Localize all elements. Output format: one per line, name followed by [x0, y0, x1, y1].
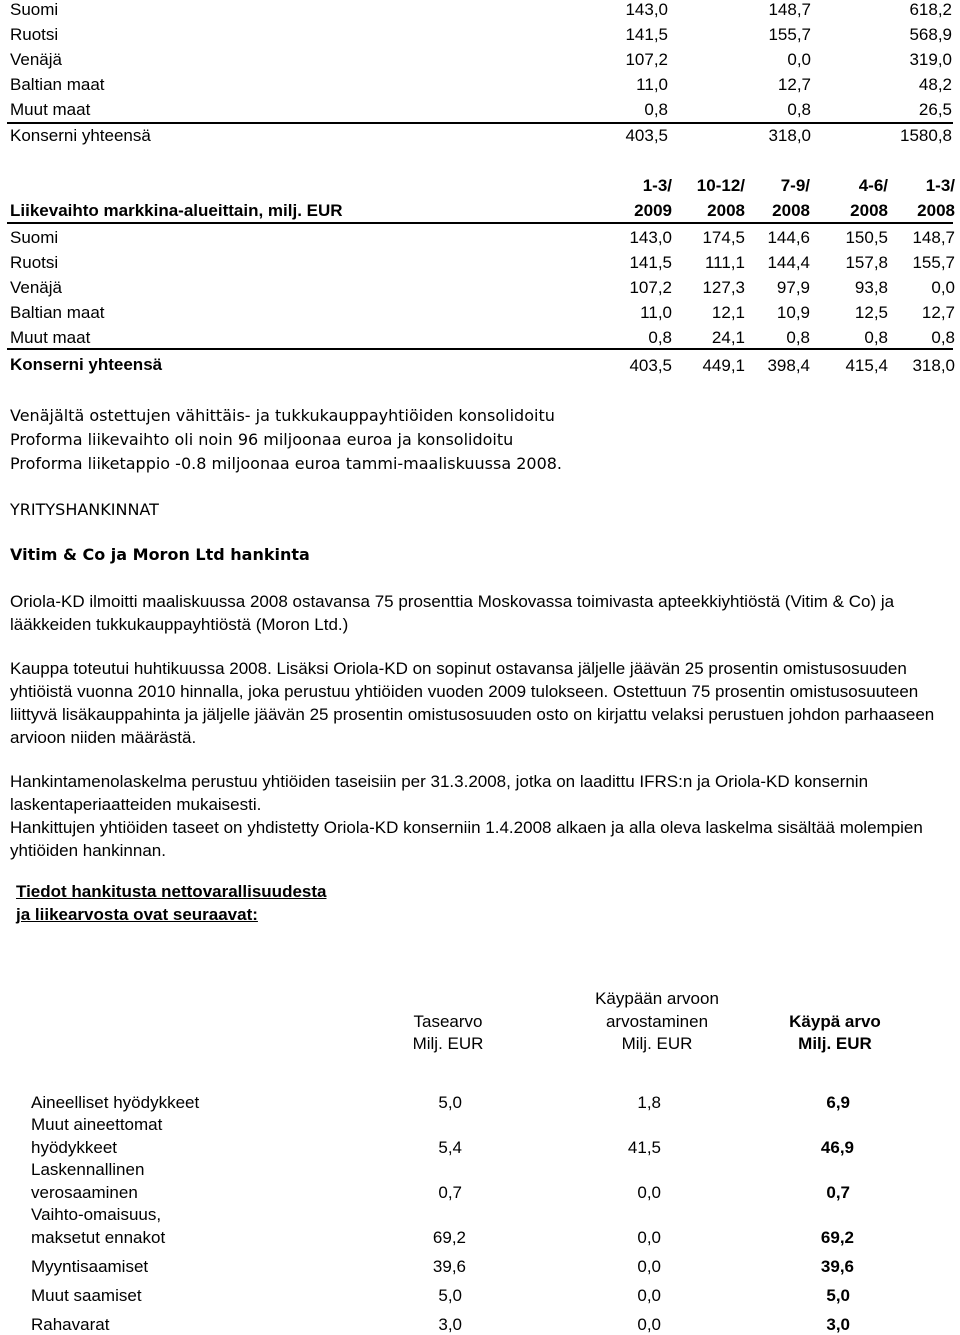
t2-total-cell: 415,4 — [845, 356, 888, 375]
section-heading: YRITYSHANKINNAT — [10, 500, 159, 519]
t2-cell: 0,8 — [931, 328, 955, 347]
t2-header-top: 7-9/ — [780, 176, 810, 195]
t1-cell: 0,8 — [787, 100, 811, 119]
t2-total-label: Konserni yhteensä — [10, 355, 163, 374]
t1-cell: 319,0 — [909, 50, 952, 69]
t2-cell: 93,8 — [854, 278, 888, 297]
acq-cell: 3,0 — [826, 1315, 850, 1334]
acq-cell: 5,0 — [438, 1286, 462, 1305]
t1-row-label: Ruotsi — [10, 25, 59, 44]
t2-header-top: 1-3/ — [642, 176, 672, 195]
acq-col2-header: arvostaminen — [605, 1012, 709, 1031]
acq-cell: 39,6 — [820, 1257, 854, 1276]
acq-title-line2: ja liikearvosta ovat seuraavat: — [16, 905, 258, 924]
acq-col1-header: Tasearvo — [413, 1012, 483, 1031]
note-line: Venäjältä ostettujen vähittäis- ja tukkukauppayhtiöiden konsolidoitu — [10, 406, 555, 425]
acq-cell: 46,9 — [820, 1138, 854, 1157]
t1-cell: 26,5 — [918, 100, 952, 119]
t2-cell: 144,6 — [767, 228, 810, 247]
acq-cell: 0,0 — [637, 1286, 661, 1305]
t1-total-label: Konserni yhteensä — [10, 126, 151, 145]
t2-header-divider — [7, 222, 953, 224]
t2-header-bottom: 2008 — [707, 201, 745, 220]
acq-title-line1: Tiedot hankitusta nettovarallisuudesta — [16, 882, 327, 901]
t2-cell: 12,7 — [921, 303, 955, 322]
t2-header-top: 4-6/ — [858, 176, 888, 195]
t2-cell: 127,3 — [702, 278, 745, 297]
acq-cell: 0,7 — [438, 1183, 462, 1202]
t1-total-cell: 318,0 — [768, 126, 811, 145]
acq-cell: 41,5 — [627, 1138, 661, 1157]
t1-total-cell: 403,5 — [625, 126, 668, 145]
acq-cell: 0,7 — [826, 1183, 850, 1202]
t2-total-cell: 403,5 — [629, 356, 672, 375]
acq-cell: 3,0 — [438, 1315, 462, 1334]
t2-cell: 0,0 — [931, 278, 955, 297]
t1-cell: 568,9 — [909, 25, 952, 44]
t2-row-label: Venäjä — [10, 278, 62, 297]
acq-cell: 0,0 — [637, 1257, 661, 1276]
t2-row-label: Ruotsi — [10, 253, 59, 272]
t1-cell: 11,0 — [636, 75, 668, 94]
acq-row-label: Rahavarat — [31, 1315, 110, 1334]
acq-col2-header-unit: Milj. EUR — [621, 1034, 693, 1053]
paragraph: Kauppa toteutui huhtikuussa 2008. Lisäksi Oriola-KD on sopinut ostavansa jäljelle jäävän 25 prosentin omistusosuuden yhtiöistä vuonna 2010 hinnalla, joka perustuu yhtiöiden vuoden 2009 tulokseen. Ostettuun 75 prosentin omistusosuuteen liittyvä lisäkauppahinta ja jäljelle jäävän 25 prosentin omistusosuuden osto on kirjattu velaksi perustuen johdon parhaaseen arvioon niiden määrästä. — [10, 659, 935, 747]
acq-cell: 0,0 — [637, 1315, 661, 1334]
acq-col3-header-unit: Milj. EUR — [798, 1034, 872, 1053]
acq-cell: 5,4 — [438, 1138, 462, 1157]
t1-cell: 12,7 — [777, 75, 811, 94]
acq-cell: 39,6 — [432, 1257, 466, 1276]
acq-col1-header-unit: Milj. EUR — [412, 1034, 484, 1053]
acq-row-label: maksetut ennakot — [31, 1228, 166, 1247]
t2-cell: 143,0 — [629, 228, 672, 247]
t2-total-cell: 449,1 — [702, 356, 745, 375]
acq-row-label: Laskennallinen — [31, 1160, 145, 1179]
t1-cell: 0,8 — [644, 100, 668, 119]
acq-cell: 69,2 — [820, 1228, 854, 1247]
t1-total-divider — [7, 122, 953, 124]
t2-header-top: 1-3/ — [925, 176, 955, 195]
t2-cell: 148,7 — [912, 228, 955, 247]
acq-cell: 0,0 — [637, 1228, 661, 1247]
acq-cell: 5,0 — [826, 1286, 850, 1305]
t2-cell: 107,2 — [629, 278, 672, 297]
t2-total-cell: 398,4 — [767, 356, 810, 375]
t2-cell: 97,9 — [776, 278, 810, 297]
t1-cell: 148,7 — [768, 0, 811, 19]
t1-cell: 107,2 — [625, 50, 668, 69]
t2-row-label: Suomi — [10, 228, 59, 247]
t1-row-label: Venäjä — [10, 50, 62, 69]
t2-header-bottom: 2008 — [850, 201, 888, 220]
t1-row-label: Muut maat — [10, 100, 91, 119]
acq-row-label: Muut aineettomat — [31, 1115, 163, 1134]
t2-header-bottom: 2008 — [772, 201, 810, 220]
t2-total-divider — [7, 348, 953, 350]
acq-row-label: Aineelliset hyödykkeet — [31, 1093, 200, 1112]
t2-cell: 24,1 — [711, 328, 745, 347]
section-subheading: Vitim & Co ja Moron Ltd hankinta — [10, 545, 310, 564]
t2-row-label: Baltian maat — [10, 303, 105, 322]
t1-cell: 0,0 — [787, 50, 811, 69]
acq-row-label: Muut saamiset — [31, 1286, 142, 1305]
t2-cell: 111,1 — [704, 253, 745, 272]
acq-cell: 69,2 — [432, 1228, 466, 1247]
paragraph: Hankintamenolaskelma perustuu yhtiöiden taseisiin per 31.3.2008, jotka on laadittu IFRS:n ja Oriola-KD konsernin laskentaperiaatteiden mukaisesti. — [10, 772, 869, 814]
t2-cell: 0,8 — [864, 328, 888, 347]
t1-total-cell: 1580,8 — [900, 126, 952, 145]
t1-row-label: Baltian maat — [10, 75, 105, 94]
t2-row-label: Muut maat — [10, 328, 91, 347]
t2-cell: 10,9 — [776, 303, 810, 322]
t2-cell: 144,4 — [767, 253, 810, 272]
t2-cell: 0,8 — [786, 328, 810, 347]
t1-cell: 141,5 — [625, 25, 668, 44]
t2-cell: 11,0 — [640, 303, 672, 322]
t2-cell: 0,8 — [648, 328, 672, 347]
acq-row-label: Myyntisaamiset — [31, 1257, 149, 1276]
t1-row-label: Suomi — [10, 0, 59, 19]
acq-cell: 6,9 — [826, 1093, 850, 1112]
t2-title: Liikevaihto markkina-alueittain, milj. EUR — [10, 201, 343, 220]
t2-cell: 12,1 — [711, 303, 745, 322]
paragraph: Oriola-KD ilmoitti maaliskuussa 2008 ostavansa 75 prosenttia Moskovassa toimivasta apteekkiyhtiöstä (Vitim & Co) ja lääkkeiden tukkukauppayhtiöstä (Moron Ltd.) — [10, 592, 895, 634]
t2-header-bottom: 2008 — [917, 201, 955, 220]
note-line: Proforma liiketappio -0.8 miljoonaa euroa tammi-maaliskuussa 2008. — [10, 454, 563, 473]
acq-row-label: Vaihto-omaisuus, — [31, 1205, 162, 1224]
acq-row-label: verosaaminen — [31, 1183, 138, 1202]
acq-col3-header: Käypä arvo — [789, 1012, 881, 1031]
acq-col2-header: Käypään arvoon — [595, 989, 719, 1008]
t2-cell: 12,5 — [854, 303, 888, 322]
t1-cell: 618,2 — [909, 0, 952, 19]
t2-total-cell: 318,0 — [912, 356, 955, 375]
acq-row-label: hyödykkeet — [31, 1138, 117, 1157]
t2-header-bottom: 2009 — [634, 201, 672, 220]
acq-cell: 5,0 — [438, 1093, 462, 1112]
t2-cell: 174,5 — [702, 228, 745, 247]
t2-cell: 141,5 — [629, 253, 672, 272]
t2-cell: 157,8 — [845, 253, 888, 272]
note-line: Proforma liikevaihto oli noin 96 miljoonaa euroa ja konsolidoitu — [10, 430, 514, 449]
t1-cell: 48,2 — [918, 75, 952, 94]
t2-header-top: 10-12/ — [696, 176, 745, 195]
acq-cell: 1,8 — [637, 1093, 661, 1112]
acq-cell: 0,0 — [637, 1183, 661, 1202]
t1-cell: 143,0 — [625, 0, 668, 19]
t1-cell: 155,7 — [768, 25, 811, 44]
t2-cell: 155,7 — [912, 253, 955, 272]
t2-cell: 150,5 — [845, 228, 888, 247]
paragraph: Hankittujen yhtiöiden taseet on yhdistetty Oriola-KD konserniin 1.4.2008 alkaen ja alla oleva laskelma sisältää molempien yhtiöiden hankinnan. — [10, 818, 923, 860]
